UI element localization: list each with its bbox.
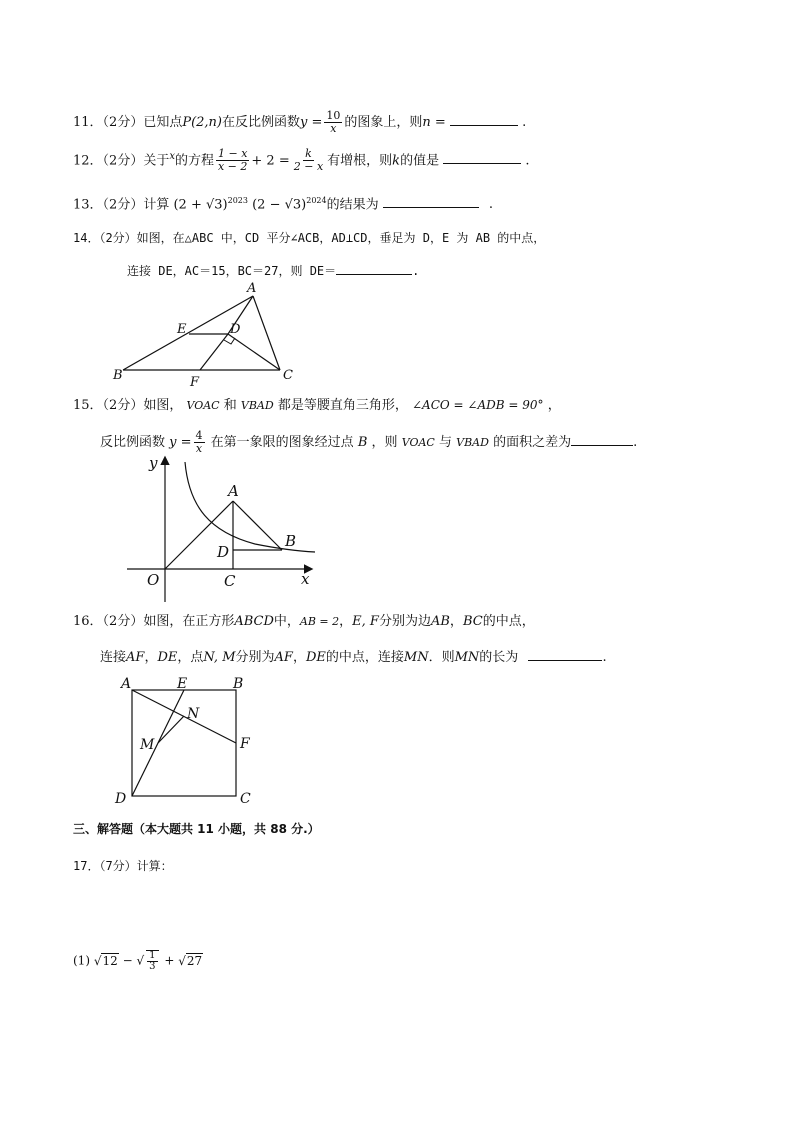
q16-text-9: 分别为	[235, 650, 275, 665]
q16-label-f: F	[240, 736, 250, 752]
q12-answer-blank[interactable]	[443, 149, 521, 164]
q12-number: 12．（2分）关于	[73, 153, 170, 169]
q16-label-b: B	[233, 676, 244, 692]
q16-text-3: 分别为边	[378, 614, 431, 629]
q12-tail2: 的值是	[400, 153, 440, 169]
q11-fraction: $\frac{10}{x}$	[326, 109, 341, 135]
q16-text-6: 连接	[100, 650, 127, 665]
q16-text-8: ，点	[177, 650, 204, 665]
q13-end: .	[488, 197, 494, 213]
q14-label-a: A	[247, 281, 257, 296]
q15-label-o: O	[147, 571, 160, 589]
q15-and: 和	[223, 398, 237, 413]
q15-number: 15．（2分）如图，	[73, 398, 183, 413]
q15-label-y: y	[149, 454, 158, 472]
q12-tail: 有增根，则	[327, 153, 393, 169]
q15-with: 与	[438, 435, 452, 450]
q15-diff-text: 的面积之差为	[493, 435, 572, 450]
q15-end: .	[633, 435, 638, 450]
q12-mid: 的方程	[174, 153, 214, 169]
q17-minus: −	[122, 953, 133, 968]
q14-right-angle-mark	[224, 338, 235, 344]
q17-sqrt-12: √12	[93, 953, 118, 968]
q11-mid: 在反比例函数	[222, 115, 301, 130]
q16-text-11: 的中点，连接	[325, 650, 404, 665]
q14-label-b: B	[113, 368, 123, 383]
q11-y-eq: y =	[300, 115, 323, 130]
q14-label-f: F	[190, 375, 200, 388]
q16-end: .	[602, 650, 607, 665]
question-16-line-1	[73, 613, 535, 631]
q15-then: ，则	[371, 435, 398, 450]
q14-side-ac	[253, 296, 280, 370]
q15-label-d: D	[217, 543, 230, 561]
q15-figure	[125, 452, 325, 602]
question-17-title: 17．（7分）计算：	[73, 859, 173, 873]
q14-answer-blank[interactable]	[336, 260, 412, 275]
q15-label-x: x	[301, 570, 310, 588]
q14-label-d: D	[230, 322, 241, 337]
q11-tail: 的图象上，则	[344, 115, 423, 130]
q14-line-2-text: 连接 DE，AC＝15，BC＝27，则 DE＝	[127, 264, 337, 278]
q16-ab-eq: AB = 2	[299, 615, 340, 628]
q15-segment-ab	[233, 501, 282, 550]
question-13	[73, 192, 493, 214]
q13-tail: 的结果为	[326, 197, 379, 213]
question-15-line-1	[73, 396, 561, 415]
q13-number: 13．（2分）计算	[73, 197, 170, 213]
q16-square: ABCD	[234, 614, 274, 629]
q13-exp-2: 2024	[306, 196, 327, 205]
q14-label-e: E	[177, 322, 187, 337]
q11-answer-blank[interactable]	[450, 111, 518, 126]
q15-angles: ∠ACO = ∠ADB = 90°	[412, 398, 544, 412]
q15-fraction: $\frac{4}{x}$	[195, 429, 203, 455]
q16-figure	[112, 672, 262, 808]
q16-label-e: E	[177, 676, 188, 692]
q12-var: x	[169, 151, 175, 162]
q14-segment-df	[200, 334, 228, 370]
q15-y-eq: y =	[169, 435, 192, 450]
section-3-heading: 三、解答题（本大题共 11 小题，共 88 分.）	[73, 822, 320, 836]
q17-sqrt-one-third: √ $\frac{1}{3}$	[136, 950, 160, 972]
q15-label-a: A	[228, 482, 239, 500]
q15-label-c: C	[224, 572, 236, 590]
q15-triangle-oac-2: VOAC	[401, 436, 435, 449]
q11-point: P(2,n)	[182, 115, 222, 130]
q16-text-2: ，	[339, 614, 353, 629]
q16-number: 16．（2分）如图，在正方形	[73, 614, 235, 629]
q16-ef: E, F	[352, 614, 379, 629]
q16-text-5: 的中点，	[482, 614, 535, 629]
q16-nm: N, M	[203, 650, 236, 665]
q14-figure	[105, 278, 305, 388]
q17-sqrt-27: √27	[178, 953, 203, 968]
q13-base-1: (2 + √3)	[173, 197, 228, 213]
q16-label-a: A	[121, 676, 132, 692]
q13-base-2: (2 − √3)	[252, 197, 307, 213]
q16-text-1: 中，	[273, 614, 300, 629]
q15-comma: ，	[547, 398, 561, 413]
q14-line-1: 14．（2分）如图，在△ABC 中，CD 平分∠ACB，AD⊥CD，垂足为 D，E 为 AB 的中点，	[73, 231, 546, 245]
q16-text-12: ．则	[428, 650, 455, 665]
q16-de-2: DE	[305, 650, 326, 665]
q16-bc: BC	[462, 614, 483, 629]
q16-label-c: C	[240, 791, 251, 807]
q16-answer-blank[interactable]	[528, 646, 602, 661]
q16-text-4: ，	[449, 614, 463, 629]
q15-triangle-bad-2: VBAD	[456, 436, 489, 449]
q14-end: .	[412, 264, 420, 278]
q16-mn-2: MN	[454, 650, 480, 665]
q16-ab: AB	[430, 614, 450, 629]
question-12	[73, 148, 530, 173]
q16-af: AF	[126, 650, 145, 665]
q16-text-13: 的长为	[479, 650, 519, 665]
q11-end: .	[522, 115, 527, 130]
q15-triangle-oac: VOAC	[186, 399, 220, 412]
q15-line-1-text: 都是等腰直角三角形，	[277, 398, 408, 413]
question-11	[73, 110, 526, 135]
q16-mn: MN	[403, 650, 429, 665]
q15-label-b: B	[285, 532, 297, 550]
q14-line-2	[127, 260, 419, 280]
q13-exp-1: 2023	[227, 196, 248, 205]
q12-plus: + 2 =	[251, 153, 290, 169]
q15-func-text: 反比例函数	[100, 435, 166, 450]
q11-ask: n =	[422, 115, 446, 130]
q16-label-d: D	[115, 791, 127, 807]
q12-fraction-2: $\frac{k}{2 - x}$	[293, 147, 324, 174]
question-16-line-2	[100, 646, 607, 667]
q11-number: 11．（2分）已知点	[73, 115, 183, 130]
q17-part-1-label: (1)	[73, 953, 90, 968]
q14-segment-cd	[228, 334, 280, 370]
q15-triangle-bad: VBAD	[240, 399, 274, 412]
q17-plus: +	[164, 953, 175, 968]
q16-label-n: N	[187, 706, 200, 722]
q12-k: k	[392, 153, 401, 169]
q13-answer-blank[interactable]	[383, 193, 479, 208]
q16-text-7: ，	[144, 650, 158, 665]
q16-de: DE	[157, 650, 178, 665]
q16-segment-mn	[158, 716, 184, 743]
q17-part-1	[73, 950, 203, 972]
q16-af-2: AF	[274, 650, 293, 665]
q16-text-10: ，	[292, 650, 306, 665]
q15-answer-blank[interactable]	[571, 431, 633, 446]
q12-end: .	[525, 153, 530, 169]
q16-label-m: M	[140, 737, 155, 753]
q14-label-c: C	[283, 368, 293, 383]
q15-point-b: B	[357, 435, 368, 450]
q15-graph-text: 在第一象限的图象经过点	[210, 435, 354, 450]
q12-fraction-1: $\frac{1 - x}{x - 2}$	[217, 147, 248, 174]
